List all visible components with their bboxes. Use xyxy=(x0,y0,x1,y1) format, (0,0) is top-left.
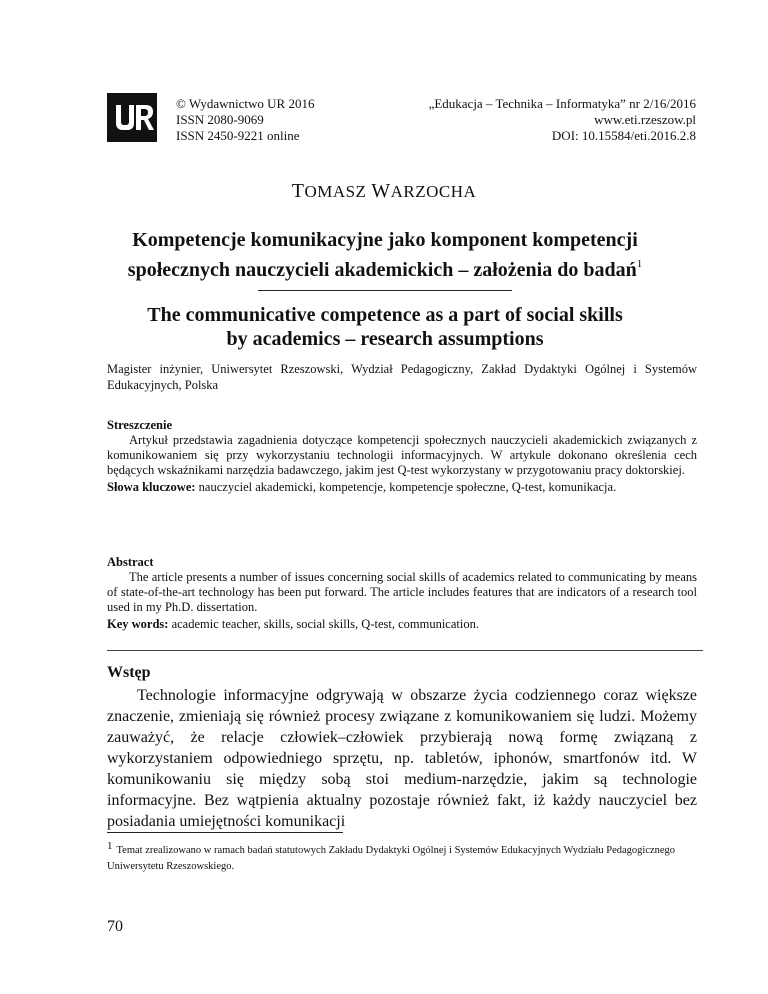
publisher-info xyxy=(176,96,314,144)
title-english: The communicative competence as a part of social skills by academics – research assumptions xyxy=(147,304,623,350)
paragraph: Technologie informacyjne odgrywają w obszarze życia codziennego coraz większe znaczenie, zmieniają się również procesy związane z komunikowaniem się ludzi. Możemy zauważyć, że relacje człowiek–człowiek przybierają nową formę związaną z wykorzystaniem odpowiedniego sprzętu, np. tabletów, iphonów, smartfonów itd. W komunikowaniu się między sobą stoi medium-narzędzie, jakim są technologie informacyjne. Bez wątpienia aktualny pozostaje również fakt, iż każdy nauczyciel bez posiadania umiejętności komunikacji xyxy=(107,687,697,830)
issn-online-line: ISSN 2450-9221 online xyxy=(176,128,300,143)
doi-line: DOI: 10.15584/eti.2016.2.8 xyxy=(551,128,696,143)
journal-info xyxy=(429,96,696,144)
abstract-heading: Abstract xyxy=(107,555,154,569)
journal-url[interactable]: www.eti.rzeszow.pl xyxy=(594,112,696,127)
footnote: $^1$ Temat zrealizowano w ramach badań statutowych Zakładu Dydaktyki Ogólnej i Systemów Edukacyjnych Wydziału Pedagogicznego Uniwersytetu Rzeszowskiego. xyxy=(107,840,676,872)
copyright-line: © Wydawnictwo UR 2016 xyxy=(176,96,315,111)
section-divider xyxy=(107,650,703,651)
page-number: 70 xyxy=(107,918,123,935)
keywords: Key words: academic teacher, skills, social skills, Q-test, communication. xyxy=(107,617,479,631)
section-title: Wstęp xyxy=(107,664,151,681)
abstract-heading: Streszczenie xyxy=(107,418,173,432)
footnote-divider xyxy=(107,832,343,833)
affiliation: Magister inżynier, Uniwersytet Rzeszowski, Wydział Pedagogiczny, Zakład Dydaktyki Ogólnej i Systemów Edukacyjnych, Polska xyxy=(107,362,697,392)
title-polish: Kompetencje komunikacyjne jako komponent kompetencji społecznych nauczycieli akademickich – założenia do badań$^1$ xyxy=(127,229,643,281)
title-divider xyxy=(258,290,512,291)
abstract-text: The article presents a number of issues concerning social skills of academics related to communicating by means of state-of-the-art technology has been put forward. The article includes features that are indicators of a research tool used in my Ph.D. dissertation. xyxy=(107,570,697,614)
issn-line: ISSN 2080-9069 xyxy=(176,112,264,127)
keywords: Słowa kluczowe: nauczyciel akademicki, kompetencje, kompetencje społeczne, Q-test, komunikacja. xyxy=(107,480,617,494)
author-name: TOMASZ WARZOCHA xyxy=(291,180,477,202)
footnote-mark[interactable]: 1 xyxy=(636,258,643,270)
body-text xyxy=(107,685,697,832)
abstract-text: Artykuł przedstawia zagadnienia dotyczące kompetencji społecznych nauczycieli akademickich związanych z komunikowaniem się przy wykorzystaniu technologii informacyjnych. W artykule dokonano określenia cech będących wskaźnikami narzędzia badawczego, jakim jest Q-test wykorzystany w przygotowaniu pracy doktorskiej. xyxy=(107,433,697,477)
abstract-polish xyxy=(107,418,697,495)
university-logo xyxy=(107,93,157,142)
journal-name: „Edukacja – Technika – Informatyka” nr 2/16/2016 xyxy=(428,96,696,111)
abstract-english xyxy=(107,555,697,632)
